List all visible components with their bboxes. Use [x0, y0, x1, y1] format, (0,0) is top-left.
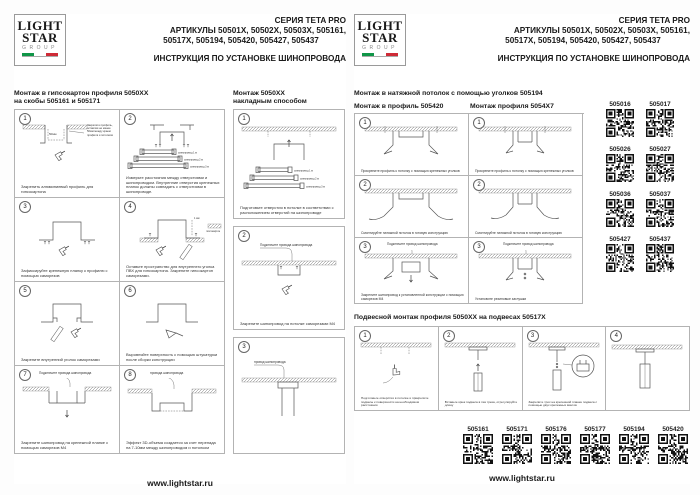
drill-icon: [55, 150, 67, 161]
instruction-page-left: [14, 14, 346, 488]
step-box-5: [15, 282, 120, 366]
logo-group: GROUP: [362, 45, 398, 51]
step-box-p4: [606, 327, 690, 411]
arrow-down-icon: [410, 275, 413, 282]
step-caption: Подготовьте отверстия в потолке и прикрепите подвесы к поверхности на необходимом расстоянии: [361, 395, 429, 408]
step-number: 2: [473, 179, 485, 191]
qr-item: [606, 146, 634, 182]
diagram-stretch-film-b: [469, 188, 581, 224]
lightstar-logo: [14, 14, 66, 66]
arrow-up-icon: [171, 134, 174, 141]
step-caption: Зафиксируйте крепежную планку к профилю с помощью саморезов: [21, 268, 108, 279]
qr-label: 505017: [649, 101, 671, 108]
diagram-pendant-lock: [523, 339, 605, 395]
dim-label: шинопровод 2 м: [184, 158, 203, 162]
subsection-b-title: Монтаж профиля 5054X7: [470, 103, 554, 110]
step-number: 1: [473, 117, 485, 129]
qr-code: [646, 154, 674, 182]
step-number: 7: [19, 369, 31, 381]
step-box-p1: [355, 327, 439, 411]
step-box-2: [120, 110, 225, 198]
qr-code-column: [590, 101, 690, 304]
step-box-p2: [439, 327, 523, 411]
diagram-3d-recess: [120, 378, 224, 436]
diagram-connect-track: [15, 378, 119, 436]
stretch-steps-grid: [354, 113, 584, 304]
diagram-drywall-panel: [120, 210, 224, 262]
diagram-surface-final: [234, 350, 344, 450]
panel-strip-icon: [51, 326, 63, 341]
lightstar-logo: [354, 14, 406, 66]
step-box-surface-2: [233, 226, 345, 330]
drill-icon: [59, 245, 71, 256]
wire-label: Подключите провода шинопровода: [39, 371, 92, 375]
pendant-steps-grid: [354, 326, 690, 411]
instruction-page-right: [354, 14, 690, 484]
step-number: 3: [527, 330, 539, 342]
qr-item: [646, 101, 674, 137]
header-titles: [66, 14, 346, 78]
diagram-stretch-film-a: [355, 188, 467, 224]
qr-label: 505036: [609, 191, 631, 198]
step-box-3: [15, 198, 120, 282]
diagram-fix-plate: [15, 210, 119, 262]
articles-line1: АРТИКУЛЫ 50501X, 50502X, 50503X, 505161,: [513, 26, 690, 35]
section-surface-title: Монтаж 5050XX накладным способом: [233, 90, 307, 105]
diagram-insert-track-a: [355, 250, 467, 290]
qr-code: [463, 434, 493, 464]
page-header: [14, 14, 346, 78]
qr-item: [580, 426, 610, 464]
diagram-ceiling-holes: [234, 122, 344, 196]
articles-line1: АРТИКУЛЫ 50501X, 50502X, 50503X, 505161,: [169, 26, 346, 35]
step-number: 1: [238, 113, 250, 125]
qr-code: [658, 434, 688, 464]
section-surface-mount: [233, 90, 345, 461]
step-number: 4: [124, 201, 136, 213]
qr-code: [580, 434, 610, 464]
site-url: www.lightstar.ru: [147, 478, 213, 488]
diagram-profile-5054x7: [469, 126, 581, 162]
instruction-title: ИНСТРУКЦИЯ ПО УСТАНОВКЕ ШИНОПРОВОДА: [497, 54, 690, 63]
qr-code: [646, 244, 674, 272]
step-number: 3: [359, 241, 371, 253]
diagram-pendant-hook: [439, 339, 521, 395]
qr-code: [606, 109, 634, 137]
dim-label: 1 мм: [194, 217, 200, 220]
section-pendant-title: Подвесной монтаж профиля 5050XX на подвесах 50517X: [354, 314, 546, 321]
diagram-profile-505420: [355, 126, 467, 162]
wire-label: Подключите провода шинопровода: [260, 243, 313, 247]
qr-code: [646, 199, 674, 227]
wire-label: провода шинопровода: [150, 371, 184, 375]
step-box-1: [15, 110, 120, 198]
step-caption: Смонтируйте натяжной потолок в готовую конструкцию: [475, 231, 562, 235]
step-note: Закрепите профиль, оставляя не менее 50мм между краем профиля и потолком: [87, 124, 113, 137]
step-caption: Подготовьте отверстия в потолке в соответствии с расположением отверстий на шинопроводе: [240, 205, 334, 216]
diagram-putty: [120, 294, 224, 344]
qr-item: [658, 426, 688, 464]
qr-row: [590, 191, 690, 227]
step-caption: Эффект 3D-объема создается за счет перепада на 7-10мм между шинопроводом и потолком: [126, 440, 216, 451]
qr-label: 505420: [662, 426, 684, 433]
dim-label: шинопровод 3 м: [306, 185, 325, 189]
step-box-surface-1: [233, 109, 345, 219]
qr-row: [590, 236, 690, 272]
step-caption: Закрепите внутренний уголок саморезами: [21, 357, 100, 363]
step-caption: Закрепить алюминиевый профиль для гипсокартона: [21, 184, 94, 195]
qr-label: 505427: [609, 236, 631, 243]
qr-item: [606, 191, 634, 227]
step-box-6: [120, 282, 225, 366]
step-number: 6: [124, 285, 136, 297]
drywall-steps-grid: [14, 109, 225, 454]
qr-item: [606, 236, 634, 272]
subsection-a-title: Монтаж в профиль 505420: [354, 103, 444, 110]
diagram-pendant-final: [606, 339, 688, 399]
articles-line2: 50517X, 505194, 505420, 505427, 505437: [163, 36, 319, 45]
qr-item: [502, 426, 532, 464]
step-number: 8: [124, 369, 136, 381]
italian-flag-icon: [362, 53, 398, 57]
section-drywall-mount: [14, 90, 225, 461]
step-caption: Прикрепите профиль к потолку с помощью крепежных уголков: [475, 169, 574, 173]
qr-code: [606, 199, 634, 227]
step-caption: Выровняйте поверхность с помощью штукатурки после сборки конструкции: [126, 352, 218, 363]
subsection-titles: [354, 103, 584, 110]
step-caption: Вставьте крюк подвеса в паз трека, отрегулируйте длину: [444, 399, 518, 408]
qr-code: [606, 244, 634, 272]
wire-label: Подключите провод шинопровода: [503, 242, 554, 246]
dim-label: шинопровод 1 м: [294, 169, 313, 173]
wire-label: провод шинопровода: [254, 360, 286, 364]
qr-bottom-row: [354, 426, 690, 464]
step-caption: Измерьте расстояния между отверстиями и шинопроводом. Внутренние отверстия крепежных планок должны совпадать с отверстиями в шинопроводе.: [126, 174, 220, 195]
step-box-surface-3: [233, 337, 345, 454]
qr-item: [606, 101, 634, 137]
step-box-a1: [355, 114, 469, 176]
step-number: 1: [359, 117, 371, 129]
qr-label: 505437: [649, 236, 671, 243]
drill-icon: [282, 284, 294, 295]
qr-row: [590, 146, 690, 182]
qr-item: [646, 146, 674, 182]
diagram-pendant-holes: [355, 339, 437, 395]
section-stretch-ceiling: [354, 101, 584, 304]
step-number: 1: [359, 330, 371, 342]
step-caption: Закрепите шинопровод к установленной конструкции с помощью саморезов М4: [361, 293, 464, 301]
qr-code: [619, 434, 649, 464]
step-number: 1: [19, 113, 31, 125]
step-caption: Установите резиновые заглушки: [475, 297, 527, 301]
step-box-7: [15, 366, 120, 454]
step-number: 2: [359, 179, 371, 191]
qr-row: [590, 101, 690, 137]
qr-item: [646, 191, 674, 227]
step-number: 3: [473, 241, 485, 253]
qr-item: [463, 426, 493, 464]
italian-flag-icon: [22, 53, 58, 57]
panel-strip-icon: [180, 244, 192, 259]
step-caption: Оставьте пространство для внутреннего уголка ПВХ для гипсокартона. Закрепите гипсокартон саморезами.: [126, 263, 215, 279]
qr-label: 505037: [649, 191, 671, 198]
qr-item: [541, 426, 571, 464]
logo-star: STAR: [362, 30, 398, 45]
qr-label: 505176: [545, 426, 567, 433]
site-url: www.lightstar.ru: [489, 473, 555, 483]
step-box-4: [120, 198, 225, 282]
step-box-p3: [523, 327, 607, 411]
side-label: гипсокартон: [206, 230, 221, 233]
step-caption: Смонтируйте натяжной потолок в готовую конструкцию: [361, 231, 448, 235]
diagram-rubber-plugs: [469, 250, 581, 290]
step-box-a2: [355, 176, 469, 238]
qr-label: 505177: [584, 426, 606, 433]
step-box-a3: [355, 238, 469, 304]
articles-line2: 50517X, 505194, 505420, 505427, 505437: [505, 36, 661, 45]
dim-label: 50мм: [49, 132, 57, 136]
header-titles: [406, 14, 690, 78]
series-title: СЕРИЯ TETA PRO: [274, 16, 346, 25]
step-number: 5: [19, 285, 31, 297]
instruction-title: ИНСТРУКЦИЯ ПО УСТАНОВКЕ ШИНОПРОВОДА: [153, 54, 346, 63]
arrow-up-icon: [476, 364, 479, 371]
logo-light: LIGHT: [17, 18, 63, 33]
step-caption: Закрепите шинопровод на крепежной планке с помощью саморезов М4: [21, 440, 109, 451]
qr-code: [541, 434, 571, 464]
qr-label: 505161: [467, 426, 489, 433]
dim-label: шинопровод 1 м: [178, 151, 197, 155]
section-stretch-ceiling-title: Монтаж в натяжной потолок с помощью уголков 505194: [354, 90, 543, 97]
step-box-b2: [469, 176, 583, 238]
step-number: 3: [19, 201, 31, 213]
qr-item: [646, 236, 674, 272]
qr-label: 505027: [649, 146, 671, 153]
page-header: [354, 14, 690, 78]
step-number: 2: [124, 113, 136, 125]
series-title: СЕРИЯ TETA PRO: [618, 16, 690, 25]
drill-icon: [156, 245, 168, 256]
dim-label: шинопровод 2 м: [300, 177, 319, 181]
step-number: 2: [238, 230, 250, 242]
diagram-surface-fix: [234, 239, 344, 311]
logo-light: LIGHT: [357, 18, 403, 33]
logo-star: STAR: [22, 30, 58, 45]
arrow-up-icon: [288, 140, 291, 147]
drill-icon: [393, 365, 400, 376]
step-box-8: [120, 366, 225, 454]
qr-code: [502, 434, 532, 464]
arrow-down-icon: [66, 410, 69, 417]
step-box-b3: [469, 238, 583, 304]
step-number: 2: [443, 330, 455, 342]
step-caption: Прикрепите профиль к потолку с помощью крепежных уголков: [361, 169, 460, 173]
step-number: 4: [610, 330, 622, 342]
diagram-inner-corner: [15, 294, 119, 344]
dim-label: шинопровод 3 м: [190, 165, 209, 169]
qr-label: 505171: [506, 426, 528, 433]
drill-icon: [71, 327, 83, 338]
qr-label: 505016: [609, 101, 631, 108]
wire-label: Подключите провод шинопровода: [387, 242, 438, 246]
step-caption: Закрепите трос на крепежной планке подвеса с помощью двух крепежных винтов: [528, 399, 598, 408]
qr-label: 505194: [623, 426, 645, 433]
qr-label: 505026: [609, 146, 631, 153]
logo-group: GROUP: [22, 45, 58, 51]
step-number: 3: [238, 341, 250, 353]
section-drywall-title: Монтаж в гипсокартон профиля 5050XX на скобы 505161 и 505171: [14, 90, 149, 105]
qr-item: [619, 426, 649, 464]
step-box-b1: [469, 114, 583, 176]
qr-code: [646, 109, 674, 137]
step-caption: Закрепите шинопровод на потолке саморезами М4: [240, 321, 336, 327]
qr-code: [606, 154, 634, 182]
diagram-measuring: [120, 122, 224, 172]
